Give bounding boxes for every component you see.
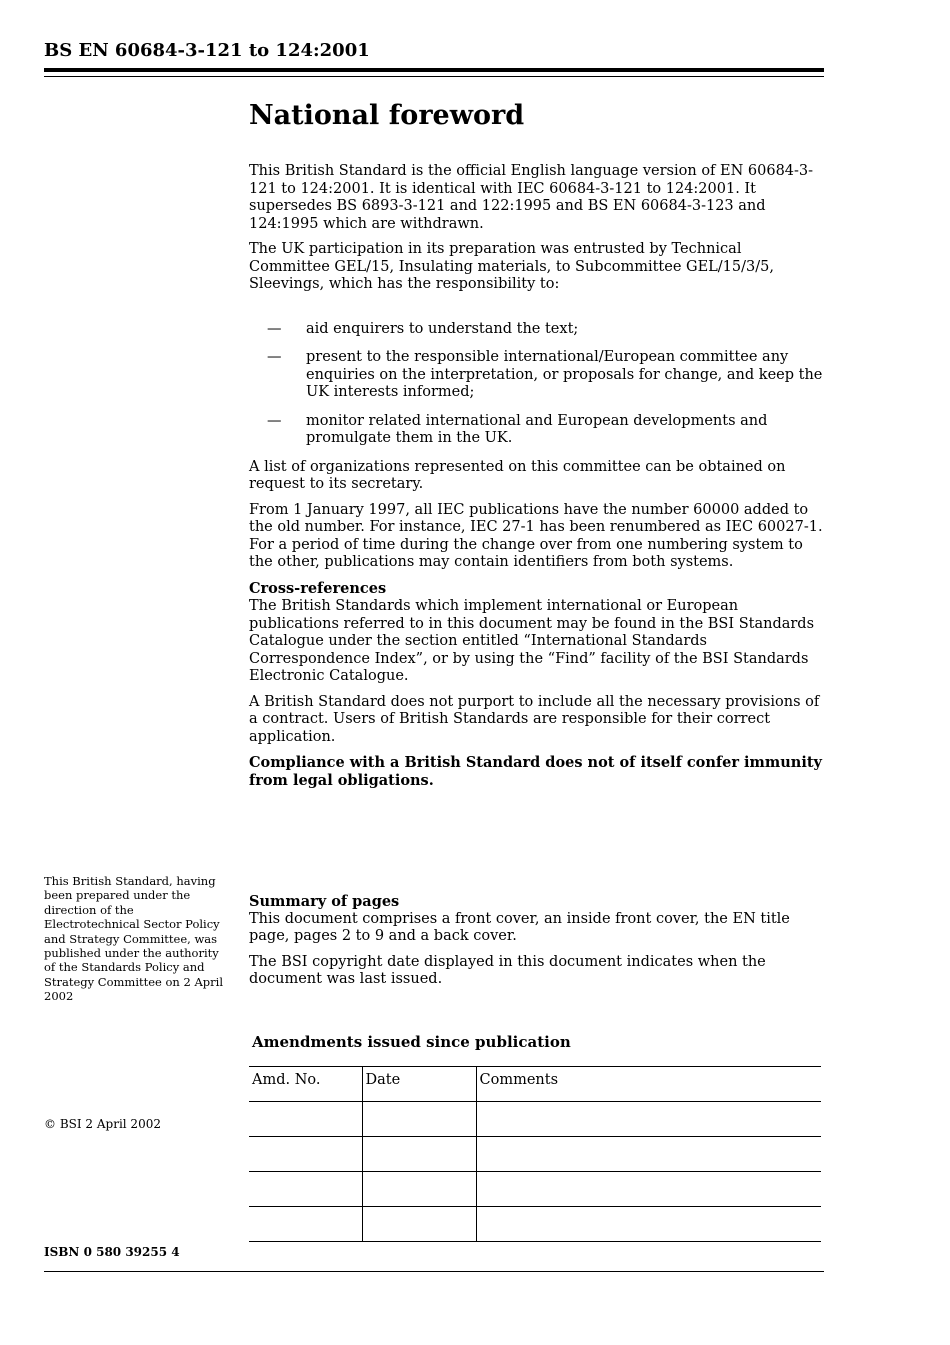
table-header-row <box>249 1067 821 1102</box>
paragraph-uk-participation: The UK participation in its preparation was entrusted by Technical Committee GEL/15, Insulating materials, to Subcommittee GEL/15/3/5, Sleevings, which has the responsibility to: <box>249 241 774 292</box>
list-item-text: aid enquirers to understand the text; <box>306 320 579 337</box>
summary-of-pages <box>249 893 824 997</box>
table-cell <box>249 1172 362 1207</box>
paragraph-official-version: This British Standard is the official English language version of EN 60684-3-121 to 124:2001. It is identical with IEC 60684-3-121 to 124:2001. It supersedes BS 6893-3-121 and 122:1995 and BS EN 60684-3-123 and 124:1995 which are withdrawn. <box>249 163 814 232</box>
publication-sidenote: This British Standard, having been prepared under the direction of the Electrotechnical Sector Policy and Strategy Committee, was published under the authority of the Standards Policy and Strategy Committee on 2 April 2002 <box>44 874 223 1004</box>
table-cell <box>362 1172 476 1207</box>
cross-references-heading: Cross-references <box>249 579 387 597</box>
table-cell <box>362 1207 476 1242</box>
header-rule-thin <box>44 76 824 77</box>
table-row <box>249 1137 821 1172</box>
header-rule-thick <box>44 68 824 72</box>
dash-marker: — <box>267 320 282 337</box>
table-cell <box>362 1137 476 1172</box>
table-row <box>249 1102 821 1137</box>
dash-marker: — <box>267 412 282 429</box>
table-cell <box>249 1207 362 1242</box>
table-cell <box>249 1137 362 1172</box>
paragraph-provisions: A British Standard does not purport to include all the necessary provisions of a contract. Users of British Standards are responsible for their correct application. <box>249 693 820 745</box>
paragraph-cross-references: The British Standards which implement international or European publications referred to in this document may be found in the BSI Standards Catalogue under the section entitled “International Standards Correspondence Index”, or by using the “Find” facility of the BSI Standards Electronic Catalogue. <box>249 598 815 684</box>
list-item-text: monitor related international and European developments and promulgate them in the UK. <box>306 412 768 446</box>
list-item <box>249 413 824 448</box>
list-item <box>249 321 824 339</box>
copyright-notice: © BSI 2 April 2002 <box>44 1117 161 1131</box>
isbn: ISBN 0 580 39255 4 <box>44 1245 180 1259</box>
table-cell <box>476 1172 821 1207</box>
table-cell <box>249 1102 362 1137</box>
summary-paragraph: This document comprises a front cover, an inside front cover, the EN title page, pages 2 to 9 and a back cover. <box>249 910 790 944</box>
table-row <box>249 1172 821 1207</box>
table-row <box>249 1207 821 1242</box>
foreword-body <box>249 163 824 797</box>
footer-rule <box>44 1271 824 1272</box>
paragraph-organizations: A list of organizations represented on this committee can be obtained on request to its secretary. <box>249 458 786 492</box>
column-header-date: Date <box>362 1067 476 1102</box>
paragraph-compliance: Compliance with a British Standard does not of itself confer immunity from legal obligations. <box>249 754 822 789</box>
paragraph-numbering: From 1 January 1997, all IEC publications have the number 60000 added to the old number. For instance, IEC 27-1 has been renumbered as IEC 60027-1. For a period of time during the change over from one numbering system to the other, publications may contain identifiers from both systems. <box>249 501 823 570</box>
list-item-text: present to the responsible international/European committee any enquiries on the interpretation, or proposals for change, and keep the UK interests informed; <box>306 349 823 400</box>
table-cell <box>362 1102 476 1137</box>
summary-heading: Summary of pages <box>249 893 400 910</box>
table-cell <box>476 1137 821 1172</box>
copyright-date-paragraph: The BSI copyright date displayed in this document indicates when the document was last issued. <box>249 953 766 987</box>
document-id: BS EN 60684-3-121 to 124:2001 <box>44 40 370 61</box>
table-cell <box>476 1102 821 1137</box>
amendments-title: Amendments issued since publication <box>252 1033 571 1051</box>
table-cell <box>476 1207 821 1242</box>
page-title: National foreword <box>249 100 525 131</box>
column-header-amd-no: Amd. No. <box>249 1067 362 1102</box>
responsibility-list <box>249 321 824 448</box>
dash-marker: — <box>267 349 282 365</box>
amendments-table <box>249 1066 821 1242</box>
column-header-comments: Comments <box>479 1072 559 1088</box>
list-item <box>249 349 824 402</box>
